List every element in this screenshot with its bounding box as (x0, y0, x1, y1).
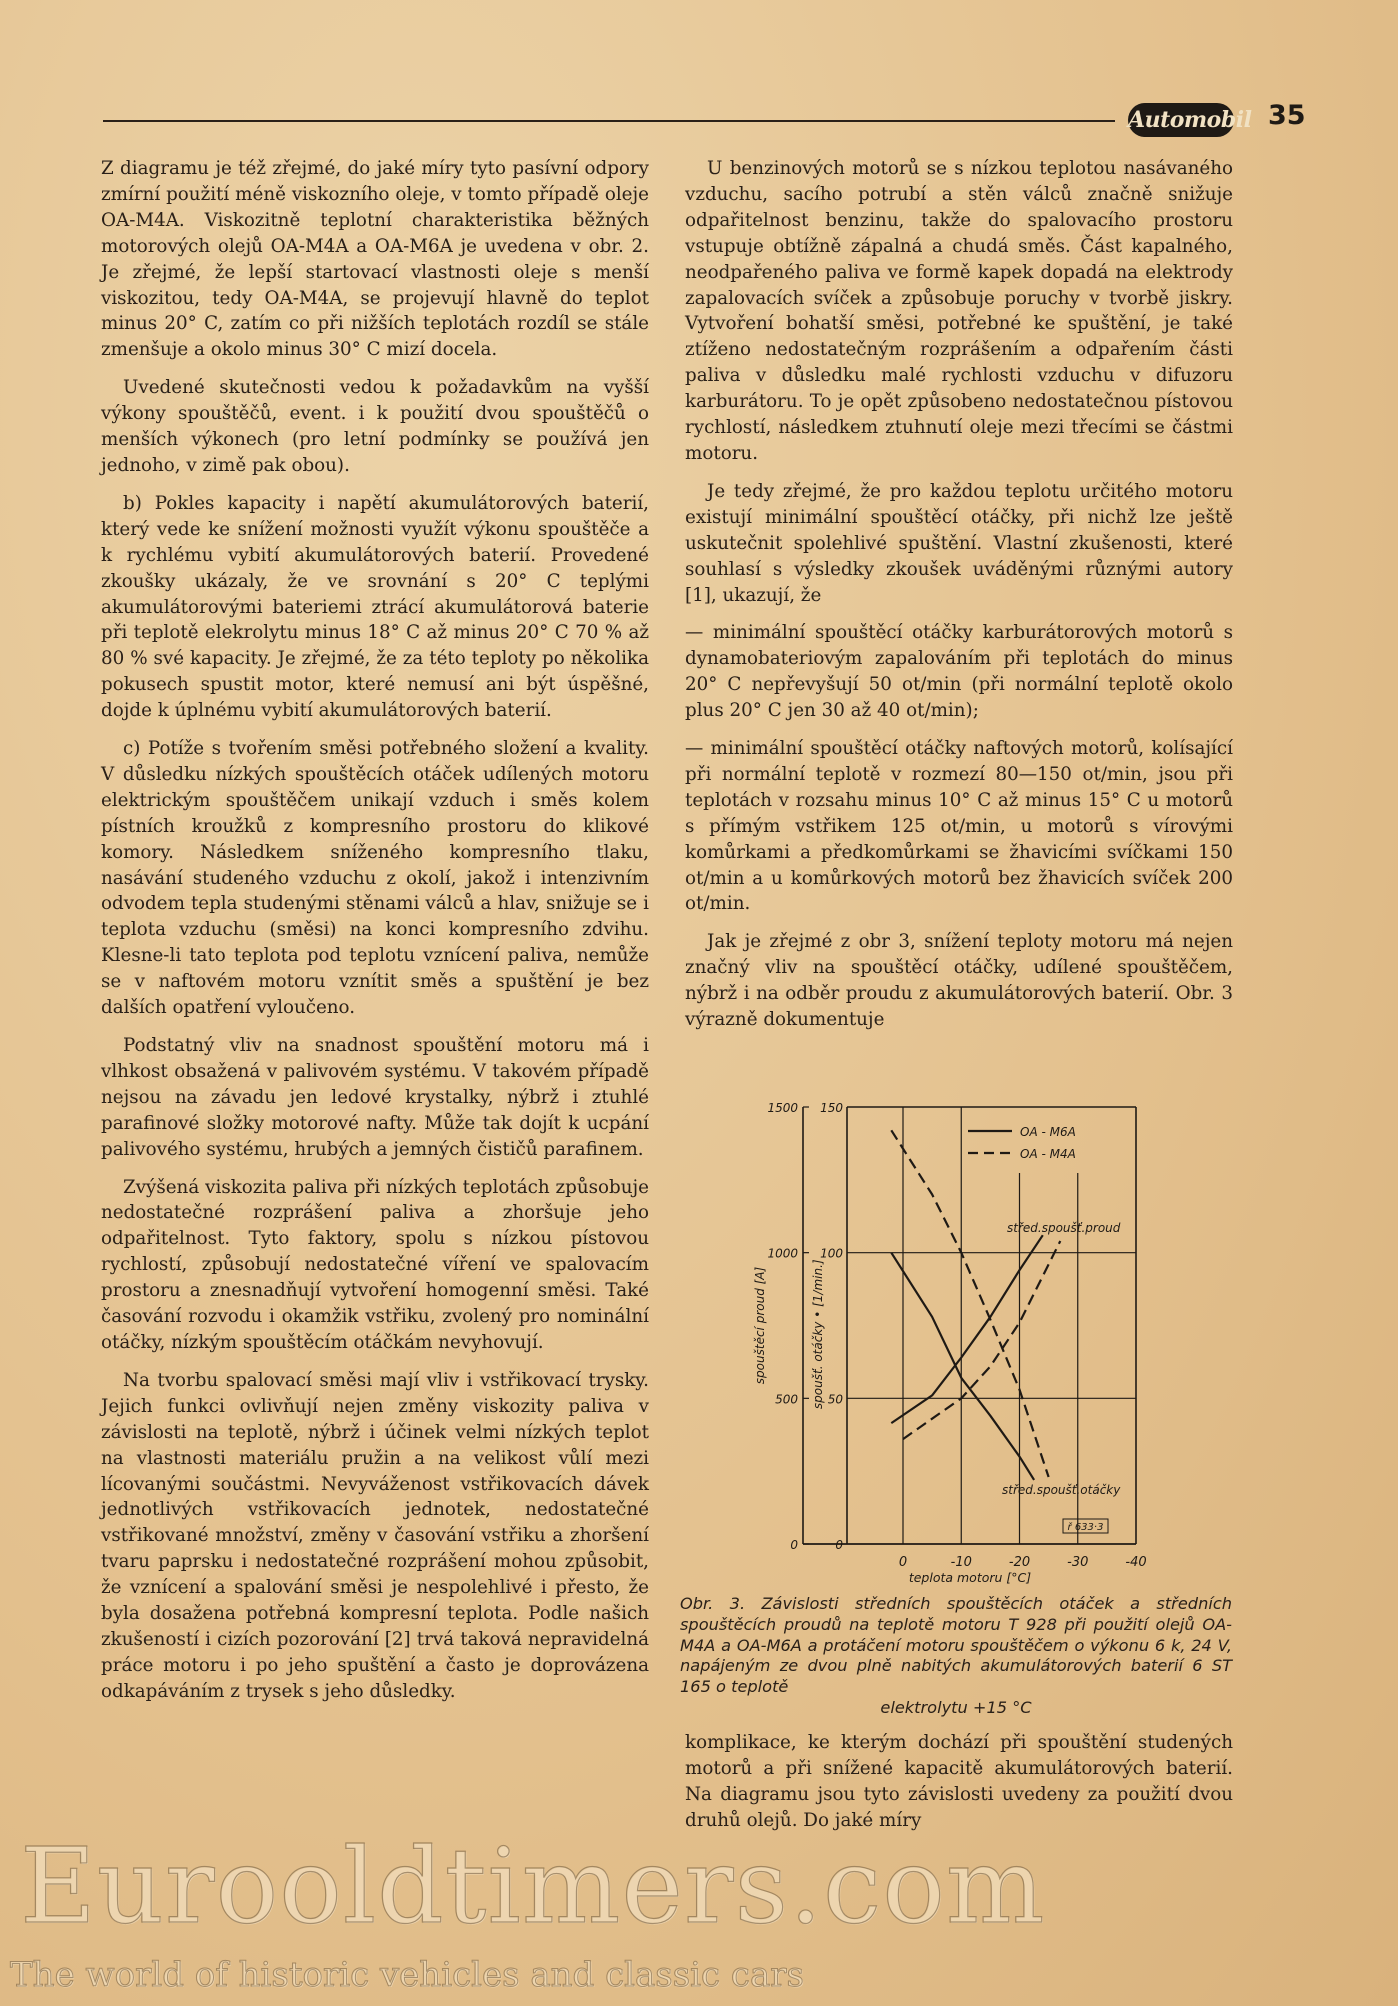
automobil-logo: Automobil (1128, 103, 1234, 137)
series-line-oa-m4a-rpm (891, 1130, 1048, 1477)
paragraph: — minimální spouštěcí otáčky karburátorových motorů s dynamobateriovým zapalováním při teplotách do minus 20° C nepřevyšují 50 ot/min (při normální teplotě okolo plus 20° C jen 30 až 40 ot/min); (685, 622, 1233, 722)
x-tick-label: -30 (1067, 1555, 1089, 1570)
legend-label: OA - M6A (1020, 1125, 1076, 1139)
x-tick-label: -40 (1125, 1555, 1147, 1570)
x-axis-label: teplota motoru [°C] (908, 1570, 1032, 1585)
chart-svg (740, 1095, 1180, 1585)
watermark: Eurooldtimers.com (20, 1825, 1046, 1947)
watermark-tagline: The world of historic vehicles and classic cars (10, 1955, 804, 1995)
chart-grid (847, 1107, 1136, 1544)
paragraph: Z diagramu je též zřejmé, do jaké míry tyto pasívní odpory zmírní použití méně viskozního oleje, v tomto případě oleje OA-M4A. Viskozitně teplotní charakteristika běžných motorových olejů OA-M4A a OA-M6A je uvedena v obr. 2. Je zřejmé, že lepší startovací vlastnosti oleje s menší viskozitou, tedy OA-M4A, se projevují hlavně do teplot minus 20° C, zatím co při nižších teplotách rozdíl se stále zmenšuje a okolo minus 30° C mizí docela. (101, 158, 649, 361)
page-number: 35 (1268, 100, 1306, 131)
chart-axes (803, 1107, 1136, 1544)
paragraph: U benzinových motorů se s nízkou teplotou nasávaného vzduchu, sacího potrubí a stěn válců značně snižuje odpařitelnost benzinu, takže do spalovacího prostoru vstupuje obtížně zápalná a chudá směs. Část kapalného, neodpařeného paliva ve formě kapek dopadá na elektrody zapalovacích svíček a způsobuje poruchy v tvorbě jiskry. Vytvoření bohatší směsi, potřebné ke spuštění, je také ztíženo nedostatečným rozprášením a odpařením části paliva v důsledku malé rychlosti vzduchu v difuzoru karburátoru. To je opět způsobeno nedostatečnou pístovou rychlostí, následkem ztuhnutí oleje mezi třecími se částmi motoru. (685, 158, 1233, 464)
y-tick-label-current: 500 (775, 1392, 798, 1407)
series-line-oa-m6a-rpm (891, 1253, 1034, 1480)
figure-chart (740, 1095, 1180, 1585)
x-tick-label: 0 (898, 1555, 908, 1570)
figure-code: ř 633·3 (1067, 1522, 1104, 1533)
paragraph: c) Potíže s tvořením směsi potřebného složení a kvality. V důsledku nízkých spouštěcích otáček udílených motoru elektrickým spouštěčem unikají vzduch i směs kolem pístních kroužků z kompresního prostoru do klikové komory. Následkem sníženého kompresního tlaku, nasávání studeného vzduchu z okolí, jakož i intenzivním odvodem tepla studenými stěnami válců a hlav, snižuje se i teplota vzduchu (směsi) na konci kompresního zdvihu. Klesne-li tato teplota pod teplotu vznícení paliva, nemůže se v naftovém motoru vznítit směs a spuštění je bez dalších opatření vyloučeno. (101, 738, 649, 1019)
x-tick-label: -20 (1008, 1555, 1031, 1570)
header-rule (103, 120, 1115, 122)
y-axis-label-current: spouštěcí proud [A] (753, 1266, 767, 1385)
y-tick-label-current: 0 (790, 1538, 798, 1552)
paragraph: Podstatný vliv na snadnost spouštění motoru má i vlhkost obsažená v palivovém systému. V takovém případě nejsou na závadu jen ledové krystalky, nýbrž i ztuhlé parafinové složky motorové nafty. Může tak dojít k ucpání palivového systému, hrubých a jemných čističů parafinem. (101, 1035, 649, 1160)
paragraph: b) Pokles kapacity i napětí akumulátorových baterií, který vede ke snížení možnosti využít výkonu spouštěče a k rychlému vybití akumulátorových baterií. Provedené zkoušky ukázaly, že ve srovnání s 20° C teplými akumulátorovými bateriemi ztrácí akumulátorová baterie při teplotě elekrolytu minus 18° C až minus 20° C 70 % až 80 % své kapacity. Je zřejmé, že za této teploty po několika pokusech spustit motor, které nemusí ani být úspěšné, dojde k úplnému vybití akumulátorových baterií. (101, 492, 649, 722)
legend-label: OA - M4A (1020, 1147, 1076, 1161)
left-column (101, 156, 649, 1717)
y-tick-label-rpm: 150 (820, 1101, 843, 1115)
annotation-rpm: střed.spoušť.otáčky (1002, 1483, 1121, 1497)
paragraph: Uvedené skutečnosti vedou k požadavkům na vyšší výkony spouštěčů, event. i k použití dvou spouštěčů o menších výkonech (pro letní podmínky se používá jen jednoho, v zimě pak obou). (101, 377, 649, 476)
paragraph: — minimální spouštěcí otáčky naftových motorů, kolísající při normální teplotě v rozmezí 80—150 ot/min, jsou při teplotách v rozsahu minus 10° C až minus 15° C u motorů s přímým vstřikem 125 ot/min, u motorů s vírovými komůrkami a předkomůrkami se žhavicími svíčkami 150 ot/min a u komůrkových motorů bez žhavicích svíček 200 ot/min. (685, 738, 1233, 915)
caption-text: Obr. 3. Závislosti středních spouštěcích otáček a středních spouštěcích proudů na teplotě motoru T 928 při použití olejů OA-M4A a OA-M6A a protáčení motoru spouštěčem o výkonu 6 k, 24 V, napájeným ze dvou plně nabitých akumulátorových baterií 6 ST 165 o teplotě (680, 1594, 1232, 1697)
right-column (685, 156, 1233, 1045)
series-line-oa-m4a-current (903, 1241, 1060, 1439)
caption-last-line: elektrolytu +15 °C (880, 1697, 1032, 1717)
y-tick-label-current: 1500 (767, 1101, 798, 1115)
annotation-current: střed.spoušť.proud (1007, 1221, 1121, 1235)
y-tick-label-current: 1000 (767, 1246, 798, 1261)
paragraph: Je tedy zřejmé, že pro každou teplotu určitého motoru existují minimální spouštěcí otáčky, při nichž lze ještě uskutečnit spolehlivé spuštění. Vlastní zkušenosti, které souhlasí s výsledky zkoušek uváděnými různými autory [1], ukazují, že (685, 480, 1233, 606)
y-axis-label-rpm: spoušť. otáčky • [1/min.] (811, 1259, 825, 1410)
y-tick-label-rpm: 0 (835, 1538, 843, 1552)
paragraph: Na tvorbu spalovací směsi mají vliv i vstřikovací trysky. Jejich funkci ovlivňují nejen změny viskozity paliva v závislosti na teplotě, nýbrž i účinek velmi nízkých teplot na vlastnosti materiálu pružin a na velikost vůlí mezi lícovanými součástmi. Nevyváženost vstřikovacích dávek jednotlivých vstřikovacích jednotek, nedostatečné vstřikované množství, změny v časování vstřiku a zhoršení tvaru paprsku i nedostatečné rozprášení mohou způsobit, že vznícení a spalování směsi je nespolehlivé i přesto, že byla dosažena potřebná kompresní teplota. Podle našich zkušeností i cizích pozorování [2] trvá taková nepravidelná práce motoru i po jeho spuštění a často je doprovázena odkapáváním z trysek s jeho důsledky. (101, 1369, 649, 1702)
x-tick-label: -10 (950, 1555, 972, 1570)
y-tick-label-rpm: 50 (827, 1392, 843, 1407)
y-tick-label-rpm: 100 (820, 1246, 843, 1261)
chart-labels (753, 1101, 1147, 1585)
figure-caption (680, 1594, 1232, 1719)
chart-series (891, 1130, 1060, 1480)
paragraph: Jak je zřejmé z obr 3, snížení teploty motoru má nejen značný vliv na spouštěcí otáčky, udílené spouštěčem, nýbrž i na odběr proudu z akumulátorových baterií. Obr. 3 výrazně dokumentuje (685, 931, 1233, 1031)
right-column-continuation: komplikace, ke kterým dochází při spouštění studených motorů a při snížené kapacitě akumulátorových baterií. Na diagramu jsou tyto závislosti uvedeny za použití dvou druhů olejů. Do jaké míry (685, 1732, 1233, 1831)
paragraph: Zvýšená viskozita paliva při nízkých teplotách způsobuje nedostatečné rozprášení paliva a zhoršuje jeho odpařitelnost. Tyto faktory, spolu s nízkou pístovou rychlostí, způsobují nedostatečné víření ve spalovacím prostoru a znesnadňují vytvoření homogenní směsi. Také časování rozvodu i okamžik vstřiku, zvolený pro nominální otáčky, nízkým spouštěcím otáčkám nevyhovují. (101, 1176, 649, 1353)
